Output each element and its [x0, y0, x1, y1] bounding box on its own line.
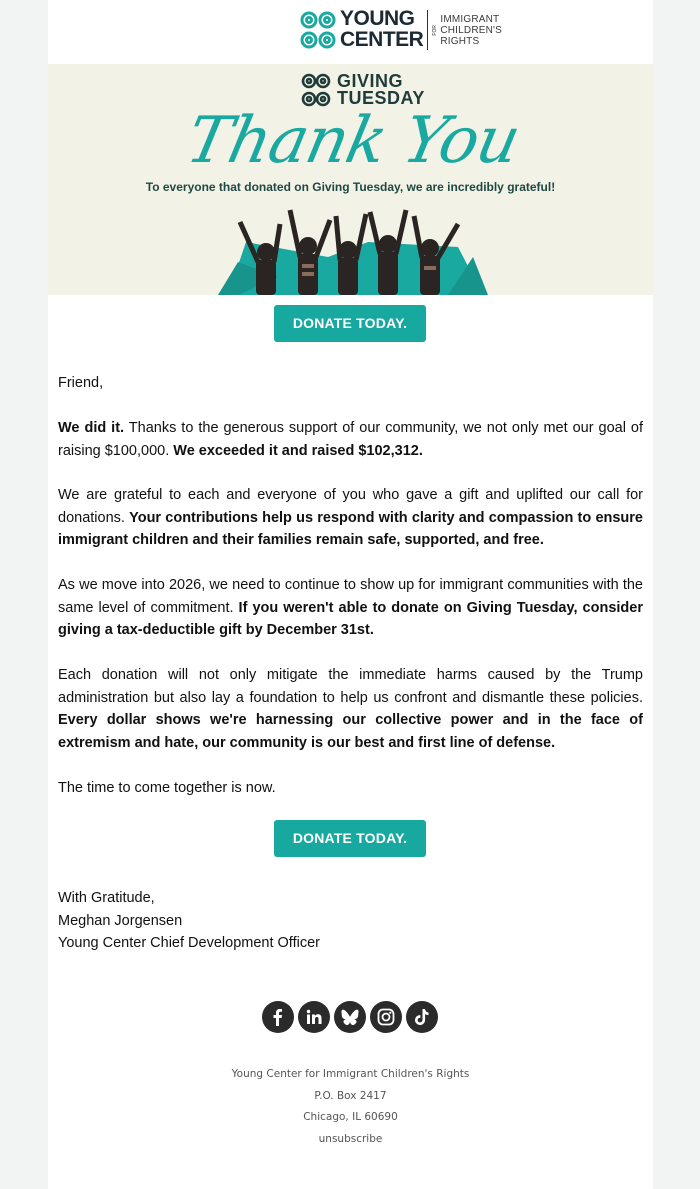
donate-button-top[interactable]: DONATE TODAY.	[274, 305, 426, 342]
young-center-logo[interactable]	[300, 8, 502, 52]
footer-city: Chicago, IL 60690	[303, 1111, 398, 1123]
paragraph-5	[58, 777, 643, 800]
p3-text: As we move into 2026, we need to continue to show up for immigrant communities with the same level of commitment.	[58, 577, 643, 616]
donate-button-bottom[interactable]: DONATE TODAY.	[274, 820, 426, 857]
p1-bold-2: We exceeded it and raised $102,312.	[173, 442, 423, 459]
footer-org: Young Center for Immigrant Children's Rights	[231, 1068, 470, 1080]
p1-text: Thanks to the generous support of our community, we not only met our goal of raising $100,000.	[58, 420, 643, 459]
footer	[48, 1064, 653, 1150]
logo-right-1: IMMIGRANT	[440, 13, 500, 25]
p2-bold: Your contributions help us respond with clarity and compassion to ensure immigrant children and their families remain safe, supported, and free.	[58, 509, 643, 548]
logo-right-2: CHILDREN'S	[440, 24, 503, 36]
greeting	[58, 372, 643, 395]
paragraph-4	[58, 664, 643, 754]
p3-bold: If you weren't able to donate on Giving Tuesday, consider giving a tax-deductible gift by December 31st.	[58, 599, 643, 638]
gt-line-1: GIVING	[337, 71, 404, 91]
paragraph-2	[58, 484, 643, 552]
giving-tuesday-wordmark	[337, 73, 425, 107]
logo-wordmark	[340, 9, 423, 51]
greeting-text: Friend,	[58, 375, 104, 391]
linkedin-icon[interactable]	[298, 1001, 330, 1033]
p4-bold: Every dollar shows we're harnessing our collective power and in the face of extremism and hate, our community is our best and first line of defense.	[58, 712, 643, 751]
banner-subtitle: To everyone that donated on Giving Tuesday, we are incredibly grateful!	[145, 180, 556, 194]
email-card	[48, 0, 653, 1189]
logo-line-2: CENTER	[340, 28, 424, 51]
unsubscribe-link[interactable]: unsubscribe	[318, 1132, 383, 1145]
footer-po-box: P.O. Box 2417	[314, 1089, 387, 1102]
signature-closing: With Gratitude,	[58, 890, 155, 906]
p1-bold-1: We did it.	[58, 420, 125, 436]
paragraph-1	[58, 417, 643, 462]
logo-subtitle	[440, 14, 502, 47]
signature-title: Young Center Chief Development Officer	[58, 935, 320, 951]
giving-tuesday-banner[interactable]	[48, 64, 653, 295]
thank-you-heading: Thank You	[180, 104, 526, 178]
p4-text: Each donation will not only mitigate the immediate harms caused by the Trump administration but also lay a foundation to help us confront and dismantle these policies.	[58, 667, 643, 706]
signature-name: Meghan Jorgensen	[58, 912, 183, 929]
p5-text: The time to come together is now.	[58, 780, 276, 796]
instagram-icon[interactable]	[370, 1001, 402, 1033]
p2-text: We are grateful to each and everyone of you who gave a gift and uplifted our call for donations.	[58, 487, 643, 526]
bluesky-icon[interactable]	[334, 1001, 366, 1033]
children-photo	[218, 202, 488, 295]
logo-line-1: YOUNG	[340, 7, 415, 30]
paragraph-3	[58, 574, 643, 642]
giving-tuesday-spiral-icon	[301, 72, 331, 108]
facebook-icon[interactable]	[262, 1001, 294, 1033]
giving-tuesday-logo	[301, 72, 425, 108]
gt-line-2: TUESDAY	[337, 88, 425, 108]
tiktok-icon[interactable]	[406, 1001, 438, 1033]
logo-divider	[427, 10, 428, 50]
spiral-logo-icon	[300, 10, 336, 50]
signature	[58, 887, 320, 955]
logo-for: FOR	[432, 24, 439, 36]
social-links	[262, 1001, 438, 1033]
logo-right-3: RIGHTS	[440, 35, 480, 47]
